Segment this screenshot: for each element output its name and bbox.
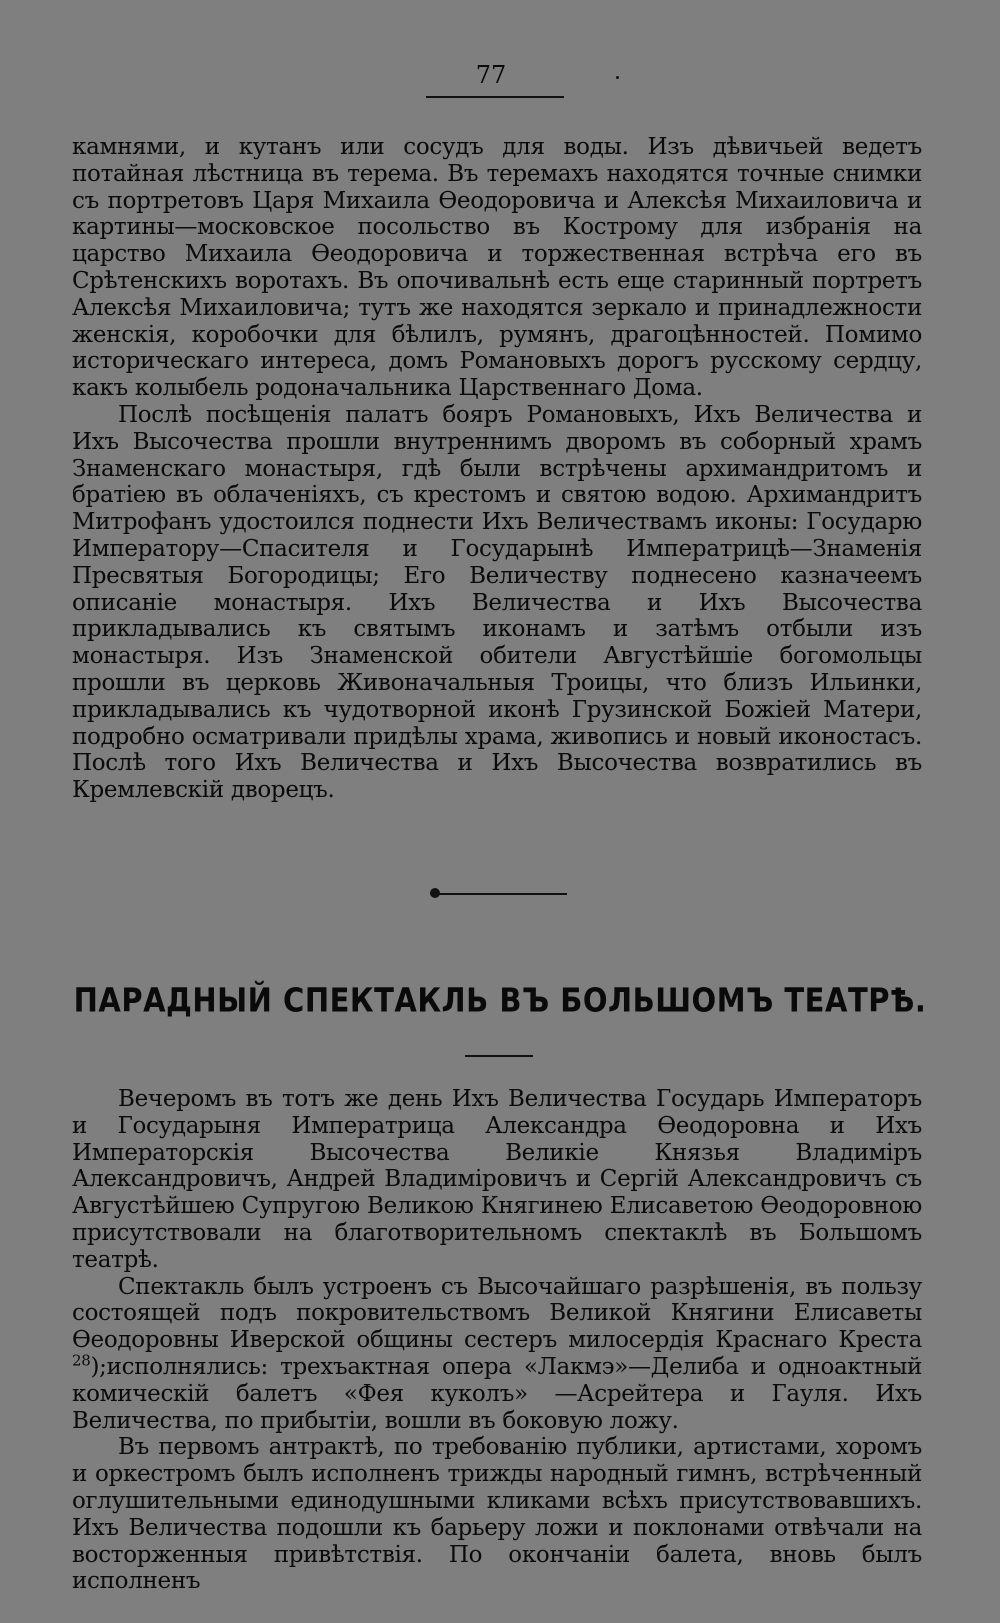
paragraph: Въ первомъ антрактѣ, по требованію публики, артистами, хоромъ и оркестромъ былъ исполненъ трижды народный гимнъ, встрѣченный оглушительными единодушными кликами всѣхъ присутствовавшихъ. Ихъ Величества подошли къ барьеру ложи и поклонами отвѣчали на восторженныя привѣтствія. По окончаніи балета, вновь былъ исполненъ [72,1434,922,1595]
header-dot [616,76,619,79]
paragraph: Вечеромъ въ тотъ же день Ихъ Величества Государь Императоръ и Государыня Императрица Александра Ѳеодоровна и Ихъ Императорскія Высочества Великіе Князья Владиміръ Александровичъ, Андрей Владиміровичъ и Сергій Александровичъ съ Августѣйшею Супругою Великою Княгинею Елисаветою Ѳеодоровною присутствовали на благотворительномъ спектаклѣ въ Большомъ театрѣ. [72,1086,922,1273]
footnote-marker: 28 [72,1351,91,1370]
section-body [72,1086,922,1595]
page-number: 77 [475,61,507,89]
paragraph: камнями, и кутанъ или сосудъ для воды. Изъ дѣвичьей ведетъ потайная лѣстница въ терема. Въ теремахъ находятся точные снимки съ портретовъ Царя Михаила Ѳеодоровича и Алексѣя Михаиловича и картины—московское посольство въ Кострому для избранія на царство Михаила Ѳеодоровича и торжественная встрѣча его въ Срѣтенскихъ воротахъ. Въ опочивальнѣ есть еще старинный портретъ Алексѣя Михаиловича; тутъ же находятся зеркало и принадлежности женскія, коробочки для бѣлилъ, румянъ, драгоцѣнностей. Помимо историческаго интереса, домъ Романовыхъ дорогъ русскому сердцу, какъ колыбель родоначальника Царственнаго Дома. [72,134,922,402]
section-title: ПАРАДНЫЙ СПЕКТАКЛЬ ВЪ БОЛЬШОМЪ ТЕАТРѢ. [73,980,927,1020]
section-divider-ornament [432,893,567,895]
paragraph [72,1274,922,1435]
paragraph-text: Спектакль былъ устроенъ съ Высочайшаго разрѣшенія, въ пользу состоящей подъ покровительствомъ Великой Княгини Елисаветы Ѳеодоровны Иверской общины сестеръ милосердія Краснаго Креста [72,1273,922,1354]
page-number-rule [426,96,564,98]
paragraph-text: );исполнялись: трехъактная опера «Лакмэ»—Делиба и одноактный комическій балетъ «Фея куколъ» —Асрейтера и Гауля. Ихъ Величества, по прибытіи, вошли въ боковую ложу. [72,1353,922,1434]
paragraph: Послѣ посѣщенія палатъ бояръ Романовыхъ, Ихъ Величества и Ихъ Высочества прошли внутреннимъ дворомъ въ соборный храмъ Знаменскаго монастыря, гдѣ были встрѣчены архимандритомъ и братіею въ облаченіяхъ, съ крестомъ и святою водою. Архимандритъ Митрофанъ удостоился поднести Ихъ Величествамъ иконы: Государю Императору—Спасителя и Государынѣ Императрицѣ—Знаменія Пресвятыя Богородицы; Его Величеству поднесено казначеемъ описаніе монастыря. Ихъ Величества и Ихъ Высочества прикладывались къ святымъ иконамъ и затѣмъ отбыли изъ монастыря. Изъ Знаменской обители Августѣйшіе богомольцы прошли въ церковь Живоначальныя Троицы, что близъ Ильинки, прикладывались къ чудотворной иконѣ Грузинской Божіей Матери, подробно осматривали придѣлы храма, живопись и новый иконостасъ. Послѣ того Ихъ Величества и Ихъ Высочества возвратились въ Кремлевскій дворецъ. [72,401,922,804]
title-rule [465,1055,533,1057]
section-body-continued [72,134,922,804]
